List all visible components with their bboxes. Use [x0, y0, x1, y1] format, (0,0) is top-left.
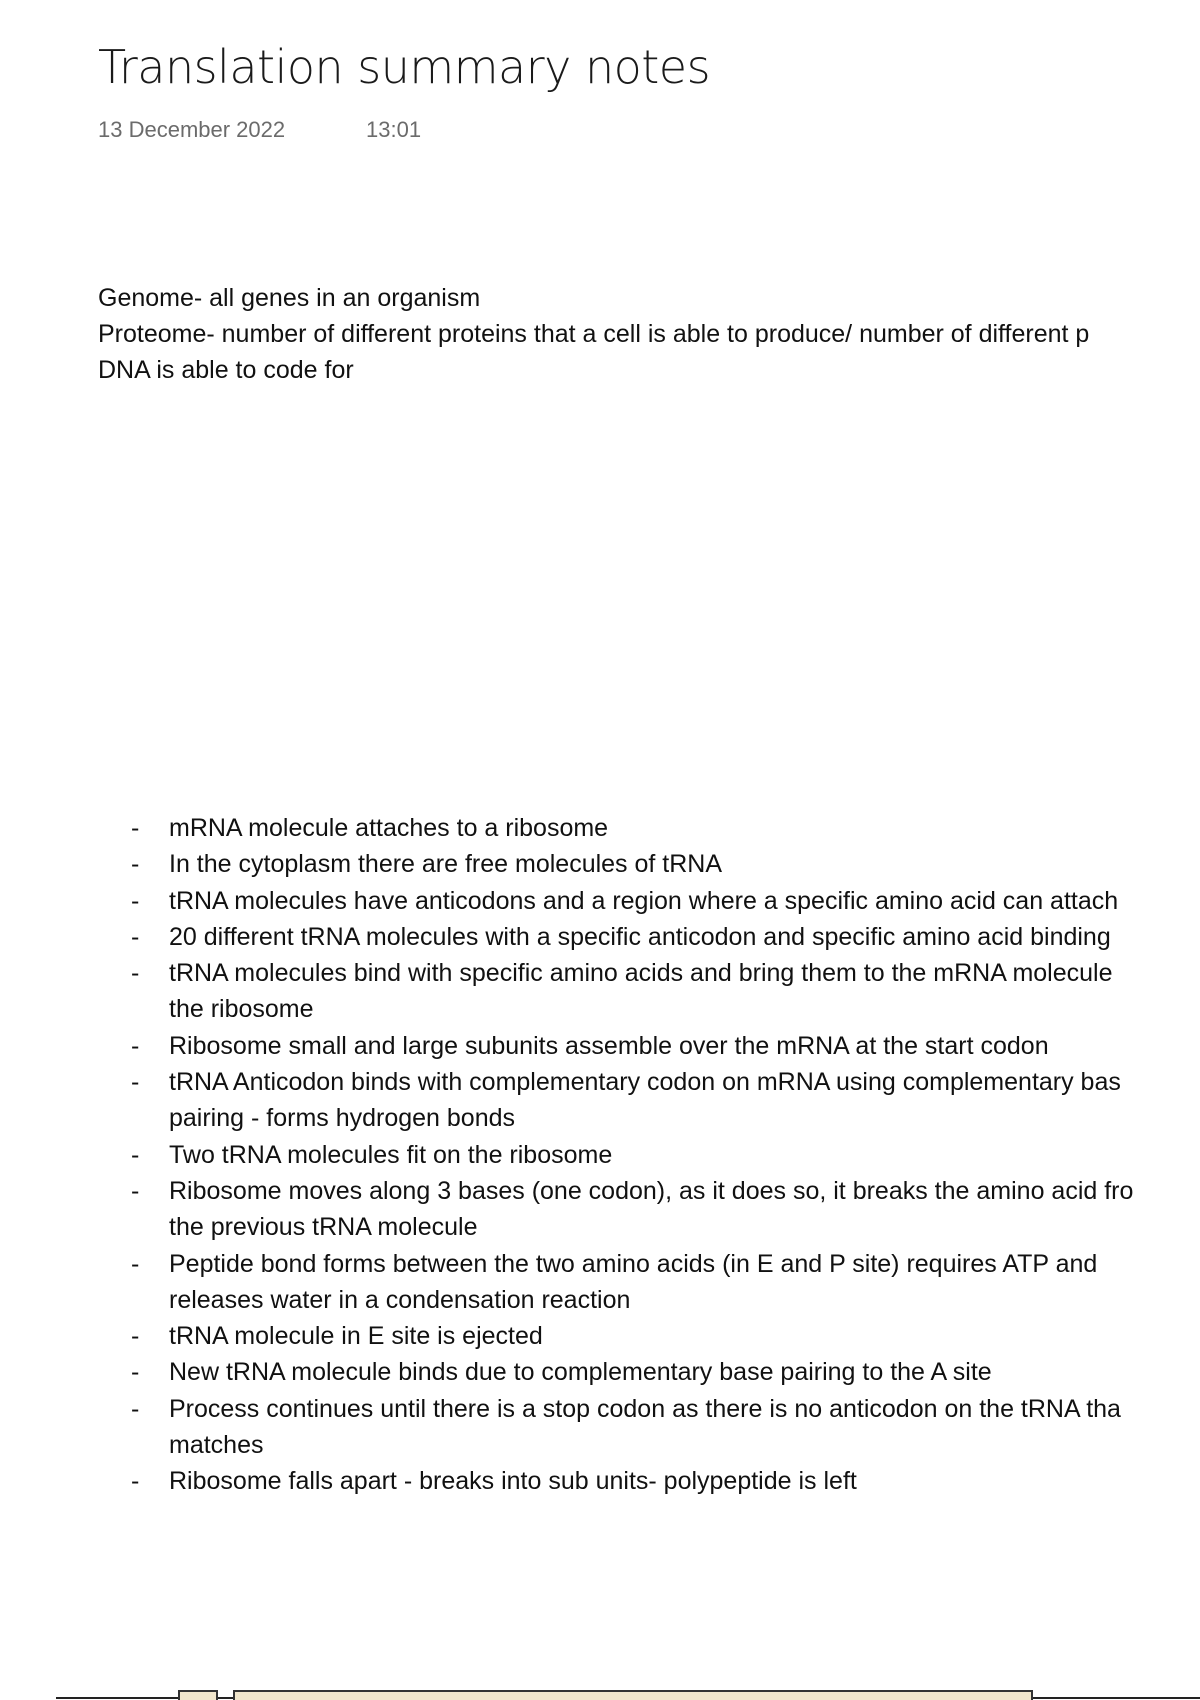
list-item-text: Peptide bond forms between the two amino acids (in E and P site) requires ATP and: [169, 1249, 1098, 1278]
list-item-text: tRNA molecules bind with specific amino acids and bring them to the mRNA molecule: [169, 959, 1113, 988]
note-date: 13 December 2022: [98, 117, 286, 142]
list-item-text: tRNA Anticodon binds with complementary codon on mRNA using complementary bas: [169, 1068, 1121, 1097]
list-item-text-continued: the ribosome: [169, 995, 314, 1024]
list-item-text: 20 different tRNA molecules with a specific anticodon and specific amino acid binding: [169, 922, 1111, 951]
list-item: [0, 1028, 1200, 1064]
dash-bullet: -: [131, 1140, 140, 1169]
list-item-text-continued: matches: [169, 1431, 264, 1460]
dash-bullet: -: [131, 1358, 140, 1387]
embedded-image-edge-small: [178, 1690, 218, 1700]
list-item: [0, 1318, 1200, 1354]
list-item: [0, 955, 1200, 1028]
dash-bullet: -: [131, 1394, 140, 1423]
dash-bullet: -: [131, 1467, 140, 1496]
list-item-text: Ribosome falls apart - breaks into sub units- polypeptide is left: [169, 1467, 857, 1496]
list-item-text: mRNA molecule attaches to a ribosome: [169, 814, 609, 842]
translation-steps-list: [0, 810, 1200, 1500]
definition-proteome-continued: DNA is able to code for: [98, 356, 354, 384]
list-item-text-continued: pairing - forms hydrogen bonds: [169, 1104, 516, 1133]
dash-bullet: -: [131, 922, 140, 951]
definition-genome: Genome- all genes in an organism: [98, 284, 481, 312]
list-item: [0, 1137, 1200, 1173]
list-item-text-continued: the previous tRNA molecule: [169, 1213, 478, 1242]
list-item-text: tRNA molecule in E site is ejected: [169, 1322, 543, 1351]
dash-bullet: -: [131, 1176, 140, 1205]
list-item: [0, 883, 1200, 919]
list-item: [0, 919, 1200, 955]
page-title: Translation summary notes: [98, 40, 711, 94]
list-item-text: Ribosome moves along 3 bases (one codon), as it does so, it breaks the amino acid fro: [169, 1176, 1134, 1205]
dash-bullet: -: [131, 1322, 140, 1351]
dash-bullet: -: [131, 814, 140, 842]
dash-bullet: -: [131, 1068, 140, 1097]
list-item: [0, 1391, 1200, 1464]
list-item-text: New tRNA molecule binds due to complementary base pairing to the A site: [169, 1358, 992, 1387]
list-item: [0, 1246, 1200, 1319]
list-item: [0, 1463, 1200, 1499]
dash-bullet: -: [131, 959, 140, 988]
dash-bullet: -: [131, 1249, 140, 1278]
embedded-image-edge-large: [233, 1690, 1033, 1700]
list-item-text: Process continues until there is a stop codon as there is no anticodon on the tRNA tha: [169, 1394, 1121, 1423]
dash-bullet: -: [131, 1031, 140, 1060]
list-item-text: Ribosome small and large subunits assemble over the mRNA at the start codon: [169, 1031, 1049, 1060]
list-item: [0, 1354, 1200, 1390]
definitions-block: [98, 280, 1200, 388]
list-item: [0, 846, 1200, 882]
dash-bullet: -: [131, 850, 140, 879]
list-item: [0, 810, 1200, 846]
list-item: [0, 1173, 1200, 1246]
note-time: 13:01: [366, 117, 422, 142]
list-item-text: In the cytoplasm there are free molecules of tRNA: [169, 850, 723, 879]
list-item-text: tRNA molecules have anticodons and a region where a specific amino acid can attach: [169, 886, 1119, 915]
definition-proteome: Proteome- number of different proteins that a cell is able to produce/ number of different p: [98, 320, 1090, 348]
list-item-text-continued: releases water in a condensation reaction: [169, 1285, 631, 1314]
list-item: [0, 1064, 1200, 1137]
dash-bullet: -: [131, 886, 140, 915]
list-item-text: Two tRNA molecules fit on the ribosome: [169, 1140, 613, 1169]
